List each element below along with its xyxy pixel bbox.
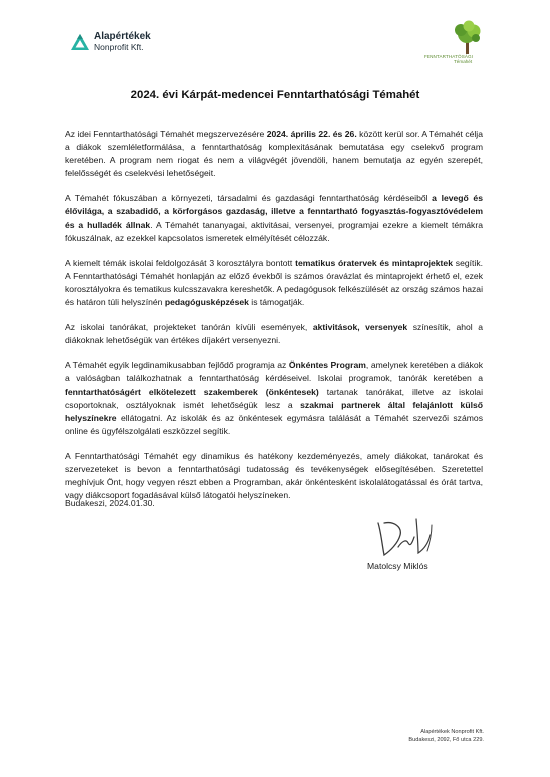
text: színesítik, ahol a diákoknak lehetőségük van értékes díjakért versenyezni. bbox=[65, 322, 483, 346]
bold-text: Önkéntes Program bbox=[288, 360, 366, 371]
text: . A Témahét tananyagai, aktivitásai, versenyei, programjai ezekre a kiemelt témákra fókuszálnak, az ezekkel kapcsolatos ismeretek elmélyítését célozzák. bbox=[65, 219, 483, 243]
paragraph-invitation: A Fenntarthatósági Témahét egy dinamikus és hatékony kezdeményezés, amely diákokat, tanárokat és szervezeteket is bevon a fenntarthatósági tudatosság és tevékenységek elősegítésében. Szeretettel meghívjuk Önt, hogy vegyen részt ebben a Programban, akár önkéntesként iskolalátogatással és órát tartva, vagy diákcsoport fogadásával külső látogatói helyszíneken. bbox=[65, 450, 483, 501]
bold-text: szakmai partnerek által felajánlott külső helyszínekre bbox=[65, 399, 483, 423]
signature-image bbox=[372, 513, 442, 559]
alapertekek-logo-icon bbox=[70, 33, 90, 51]
tree-icon bbox=[424, 20, 484, 56]
bold-text: pedagógusképzések bbox=[164, 297, 249, 308]
text: Az iskolai tanórákat, projekteket tanórán kívüli események, bbox=[65, 322, 313, 333]
bold-text: a levegő és élővilága, a szabadidő, a körforgásos gazdaság, illetve a fenntartható fogyasztás-fogyasztóvédelem és a hulladék állnak bbox=[65, 193, 483, 230]
bold-text: fenntarthatóságért elkötelezett szakemberek (önkéntesek) bbox=[65, 386, 319, 397]
org-name: Alapértékek bbox=[94, 31, 151, 42]
temahet-logo-line2: Témahét bbox=[454, 59, 473, 64]
org-sub: Nonprofit Kft. bbox=[94, 42, 144, 52]
paragraph-focus bbox=[65, 192, 483, 244]
text: is támogatják. bbox=[248, 297, 305, 308]
text: A Témahét egyik legdinamikusabban fejlődő programja az bbox=[65, 360, 289, 371]
page-footer bbox=[408, 729, 484, 744]
temahet-logo bbox=[424, 20, 484, 64]
bold-text: 2024. április 22. és 26. bbox=[266, 129, 357, 139]
text: , amelynek keretében a diákok a valóságban találkozhatnak a fenntarthatóság kérdéseivel. Iskolai programok, tanórák keretében a bbox=[65, 360, 484, 384]
paragraph-intro bbox=[65, 128, 483, 180]
paragraph-lesson-plans bbox=[65, 257, 483, 309]
paragraph-competitions bbox=[65, 321, 483, 347]
footer-address: Budakeszi, 2092, Fő utca 229. bbox=[408, 736, 484, 743]
signer-name: Matolcsy Miklós bbox=[367, 561, 428, 571]
bold-text: tematikus óratervek és mintaprojektek bbox=[295, 257, 453, 268]
text: A Témahét fókuszában a környezeti, társadalmi és gazdasági fenntarthatóság kérdéseiből bbox=[65, 193, 433, 204]
alapertekek-logo bbox=[70, 32, 151, 52]
bold-text: aktivitások, versenyek bbox=[312, 322, 408, 333]
text: segítik. A Fenntarthatósági Témahét honlapján az előző évekből is számos óravázlat és mintaprojekt érhető el, ezek korosztályokra és tematikus kulcsszavakra kereshetők. A pedagógusok felkészülését az ország számos hazai és határon túli helyszínén bbox=[65, 257, 483, 308]
document-date: Budakeszi, 2024.01.30. bbox=[65, 498, 155, 508]
text: ellátogatni. Az iskolák és az önkéntesek egymásra találását a Témahét szervezői számos online és ügyfélszolgálati eszközzel segítik. bbox=[65, 412, 483, 436]
text: A kiemelt témák iskolai feldolgozását 3 korosztályra bontott bbox=[65, 257, 296, 268]
footer-company: Alapértékek Nonprofit Kft. bbox=[420, 729, 484, 735]
text: tartanak tanórákat, illetve az iskolai csoportoknak, osztályoknak ismét lehetőségük lesz a bbox=[65, 386, 483, 410]
temahet-logo-line1: FENNTARTHATÓSÁGI bbox=[424, 54, 474, 59]
paragraph-volunteer-program bbox=[65, 359, 483, 438]
text: Az idei Fenntarthatósági Témahét megszervezésére bbox=[65, 129, 267, 139]
text: között kerül sor. A Témahét célja a diákok szemléletformálása, a fenntarthatóság komplexitásának bemutatása egy cselekvő program keretében. A program nem riogat és nem a világvégét jövendöli, hanem bemutatja az egyén szerepét, felelősségét és cselekvési lehetőségeit. bbox=[65, 129, 483, 179]
document-body bbox=[65, 128, 483, 514]
document-title: 2024. évi Kárpát-medencei Fenntarthatósági Témahét bbox=[130, 89, 420, 101]
